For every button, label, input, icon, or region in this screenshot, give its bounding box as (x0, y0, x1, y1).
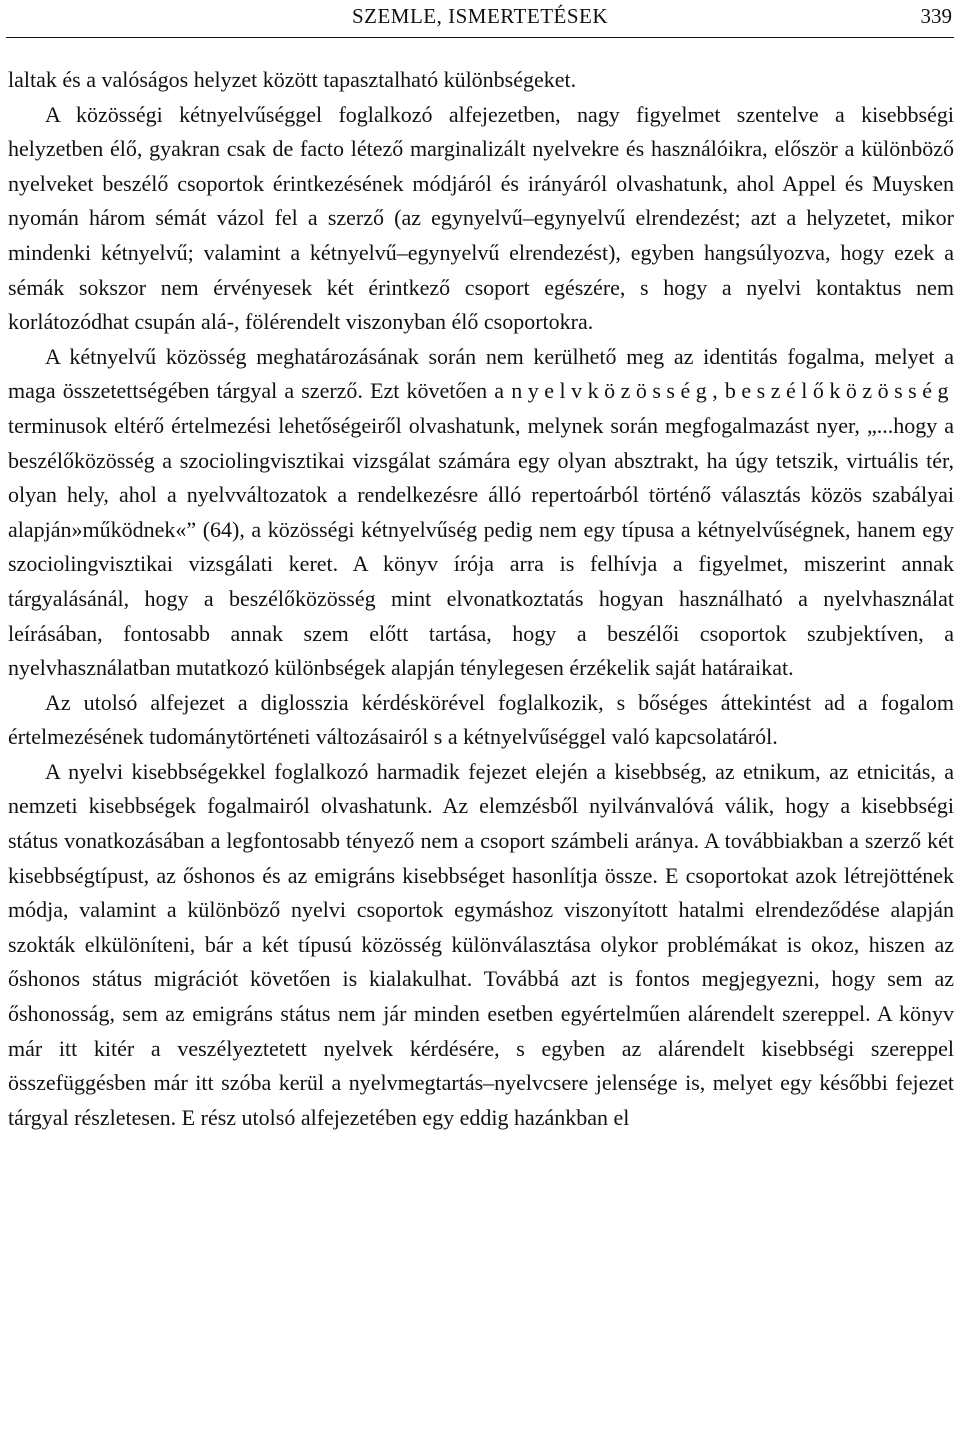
page-number: 339 (920, 4, 952, 28)
paragraph: Az utolsó alfejezet a diglosszia kérdéskörével foglalkozik, s bőséges áttekintést ad a fogalom értelmezésének tudománytörténeti változásairól s a kétnyelvűséggel való kapcsolatáról. (8, 689, 954, 750)
term-separator: , (712, 378, 725, 404)
paragraph: laltak és a valóságos helyzet között tapasztalható különbségeket. (8, 67, 577, 92)
paragraph: A közösségi kétnyelvűséggel foglalkozó alfejezetben, nagy figyelmet szentelve a kisebbségi helyzetben élő, gyakran csak de facto létező marginalizált nyelvekre és használóikra, először a különböző nyelveket beszélő csoportok érintkezésének módjáról és irányáról olvashatunk, ahol Appel és Muysken nyomán három sémát vázol fel a szerző (az egynyelvű–egynyelvű elrendezést; azt a helyzetet, mikor mindenki kétnyelvű; valamint a kétnyelvű–egynyelvű elrendezést), egyben hangsúlyozva, hogy ezek a sémák sokszor nem érvényesek két érintkező csoport egészére, s hogy a nyelvi kontaktus nem korlátozódhat csupán alá-, fölérendelt viszonyban élő csoportokra. (8, 101, 954, 335)
paragraph-text: terminusok eltérő értelmezési lehetőségeiről olvashatunk, melynek során megfogalmazást nyer, „...hogy a beszélőközösség a szociolingvisztikai vizsgálat számára egy olyan absztrakt, ha úgy tetszik, virtuális tér, olyan hely, ahol a nyelvváltozatok a rendelkezésre álló repertoárból történő választás közös szabályai alapján»működnek«” (64), a közösségi kétnyelvűség pedig nem egy típusa a kétnyelvűségnek, hanem egy szociolingvisztikai vizsgálati keret. A könyv írója arra is felhívja a figyelmet, miszerint annak tárgyalásánál, hogy a beszélőközösség mint elvonatkoztatás hogyan használható a nyelvhasználat leírásában, fontosabb annak szem előtt tartása, hogy a beszélői csoportok szubjektíven, a nyelvhasználatban mutatkozó különbségek alapján ténylegesen érzékelik saját határaikat. (8, 412, 954, 681)
section-title: SZEMLE, ISMERTETÉSEK (351, 4, 609, 28)
body-text (8, 63, 954, 1135)
paragraph-text: A kétnyelvű közösség meghatározásának során nem kerülhető meg az identitás fogalma, melyet a maga összetettségében tárgyal a szerző. Ezt követően a (8, 343, 954, 404)
running-header (0, 0, 960, 40)
spaced-term: nyelvközösség (511, 378, 713, 404)
header-rule (6, 37, 954, 38)
paragraph: A nyelvi kisebbségekkel foglalkozó harmadik fejezet elején a kisebbség, az etnikum, az etnicitás, a nemzeti kisebbségek fogalmairól olvashatunk. Az elemzésből nyilvánvalóvá válik, hogy a kisebbségi státus vonatkozásában a legfontosabb tényező nem a csoport számbeli aránya. A továbbiakban a szerző két kisebbségtípust, az őshonos és az emigráns kisebbséget hasonlítja össze. E csoportokat azok létrejöttének módja, valamint a különböző nyelvi csoportok egymáshoz viszonyított hatalmi elrendeződése alapján szokták elkülöníteni, bár a két típusú közösség különválasztása olykor problémákat is okoz, hiszen az őshonos státus migrációt követően is kialakulhat. Továbbá azt is fontos megjegyezni, hogy sem az őshonosság, sem az emigráns státus nem jár minden esetben egyértelműen alárendelt szereppel. A könyv már itt kitér a veszélyeztetett nyelvek kérdésére, s egyben az alárendelt kisebbségi szereppel összefüggésben már itt szóba kerül a nyelvmegtartás–nyelvcsere jelensége is, melyet egy későbbi fejezet tárgyal részletesen. E rész utolsó alfejezetében egy eddig hazánkban el (8, 758, 954, 1130)
spaced-term: beszélőközösség (724, 378, 954, 404)
paragraph (8, 340, 954, 686)
